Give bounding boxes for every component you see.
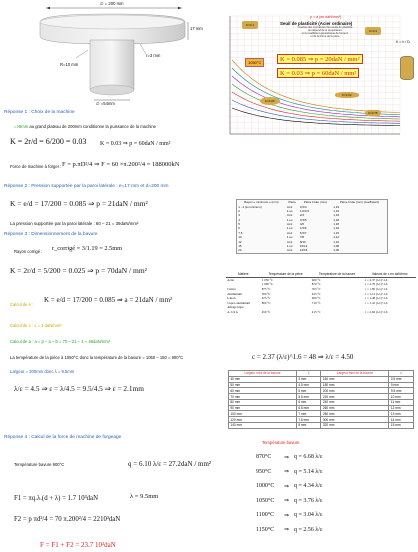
factor-table-cell: 10/12 [299,243,308,248]
bavure-table-cell: 100 mm [229,411,297,417]
k-formula-2: K = e/d = 17/200 = 0.085 ⇒ p = 21daN / mm² [10,199,148,208]
factor-table-cell: 1,19 [333,213,340,218]
calcul-e-label: Calcul de e : [10,302,34,307]
bavure-table-cell: 70 mm [229,394,297,400]
material-table [226,272,416,314]
factor-table-cell: 5,5/7 [299,230,307,235]
material-table-header: Matière [226,272,261,277]
bavure-table-cell: 90 mm [229,405,297,411]
factor-table-cell: 3,5/5 [299,217,307,222]
material-table-cell: 900 °C [311,277,321,282]
temp-list-row [256,479,406,494]
temp-bavure-label: Température bavure 900°C [14,462,65,467]
material-table-wrap [226,272,416,314]
factor-table-cell: 1,18 [333,222,340,227]
bavure-table-cell: 140 mm [229,423,297,429]
k-formula-3: K = 2r/d = 5/200 = 0.025 ⇒ p = 70daN / mm² [10,266,147,275]
material-table-cell: 870 °C [311,282,321,287]
bavure-table-cell: 12 mm [389,405,414,411]
factor-table-cell: 7/8 [299,235,304,240]
material-table-header: Valeurs de c en daN/mm² [364,272,416,277]
material-table-cell: 675 °C [261,296,271,301]
factor-table-cell: 1,10 [333,239,340,244]
intro-text: au grand plateau de 200mm conditionne la puissance de la machine [29,124,157,129]
material-table-cell: Cupro-aluminium [227,300,251,305]
factor-table-cell: mini [286,213,293,218]
temp-list-temp: 1150°C [256,526,275,533]
material-table-cell: c = 1,41 (λ/ε)^1,6 [364,300,388,305]
temp-list-title: Température bavure [262,440,300,445]
factor-table-cell: 4 [238,217,240,222]
material-table-cell: 600 °C [311,296,321,301]
temp-list-temp: 870°C [256,454,272,461]
temp-list-temp: 1000°C [256,483,275,490]
bavure-table-cell: 280 mm [321,411,389,417]
arrow-icon: ⇒ [284,469,290,476]
bavure-table-header: Largeur mini de la bavure [229,371,297,377]
material-table-cell: Acier [227,277,235,282]
factor-table-cell: 1 - 2 (à minimum) [238,204,262,209]
temp-list-row [256,465,406,480]
material-table-cell: 800 °C [261,300,271,305]
temp-list [256,450,406,537]
bavure-table-wrap [228,370,414,429]
bavure-table-header: λ [296,371,321,377]
material-table-cell: Laiton [227,296,236,301]
bavure-table-cell: 180 mm [321,382,389,388]
material-table-cell: c = 1,48 (λ/ε)^1,6 [364,296,388,301]
force-label: Force de machine à forger : [10,164,62,169]
f1-formula: F1 = πq.λ.(d + λ) = 1.7 10³daN [14,495,98,502]
material-table-header: Température de la bavure [311,272,364,277]
bavure-table-cell: 4 mm [296,376,321,382]
bavure-table-cell: 6 mm [296,399,321,405]
material-table-cell: c = 1,12 (λ/ε)^1,6 [364,291,388,296]
calcul-c: Calcul de c : c = 1 daN/mm² [10,323,62,328]
eps-formula: λ/ε = 4.5 ⇒ ε = λ/4.5 = 9.5/4.5 ⇒ ε = 2.1mm [14,384,144,393]
bavure-table-cell: 15 mm [389,423,414,429]
temp-list-row [256,523,406,538]
factor-table-cell: 1,16 [333,226,340,231]
factor-table-cell: 12/15 [299,248,308,253]
factor-table-cell: 7,5 [238,230,243,235]
factor-table-header: Pièce brute (mm) [303,200,327,205]
bavure-table-cell: 50 mm [229,382,297,388]
temp-list-row [256,450,406,465]
factor-table-cell: 4,5/6 [299,226,307,231]
k-result-box-1: K = 0.085 ⇒ p = 20daN / mm² [277,54,363,64]
factor-table-cell: 1,19 [333,204,340,209]
arrow-icon: ⇒ [284,483,290,490]
bavure-table-cell: 14 mm [389,417,414,423]
material-table-cell: c = 2,82 (λ/ε)^1,6 [364,310,388,315]
section-2-title: Réponse 2 : Pression supportée par la paroi latérale : e=17 mm et d=200 mm [4,184,169,189]
part-3d-view [0,0,200,108]
bavure-table-cell: 8 mm [296,423,321,429]
factor-table-row [237,248,387,252]
shape-tag: K=0.75 [365,110,381,116]
bavure-table-row [229,423,414,429]
factor-table-cell: 1,19 [333,208,340,213]
bavure-table-cell: 220 mm [321,394,389,400]
factor-table-cell: 1 ex. [286,208,294,213]
temp-text: La température de la pièce à 1050°C donc la température de la bavure = 1050 – 150 = 900°C [10,355,184,360]
factor-table-cell: 15 [238,243,242,248]
material-table-cell: Alliage léger [227,305,244,310]
section-4-title: Réponse 4 : Calcul de la force de machine de forgeage [4,435,122,440]
factor-table-cell: 5 [238,222,240,227]
largeur-text: Largeur = 200mm donc λ = 9.5mm [10,369,75,374]
chart-subtitle-line: et du coefficient géométrique de forme K [301,32,349,36]
bavure-table-cell: 80 mm [229,399,297,405]
factor-table-cell: mini [286,248,293,253]
chart-title: Seuil de plasticité (Acier ordinaire) [280,21,353,26]
pressure-text: La pression supportée par la paroi latérale : 60 – 21 = 39daN/mm² [10,221,139,226]
bavure-table-cell: 260 mm [321,405,389,411]
c-formula: c = 2.37 (λ/ε)^1.6 = 48 ⇒ λ/ε = 4.50 [252,353,354,361]
factor-table-cell: 1,08 [333,243,340,248]
temp-list-formula: q = 3.76 λ/ε [294,497,323,504]
dim-radius-10: R=10 mm [60,62,79,67]
shape-tag: K=0.3 [365,27,381,35]
factor-table-cell: 1,0/3,5 [299,208,309,213]
factor-table-cell: 1 ex. [286,235,294,240]
temp-list-temp: 1050°C [256,497,275,504]
temp-list-formula: q = 5.14 λ/ε [294,468,323,475]
material-table-cell: Aluminium [227,291,242,296]
material-table-row [226,310,416,315]
arrow-icon: ⇒ [284,454,290,461]
factor-table-cell: 2 [238,208,240,213]
cylinder-icon [400,56,414,80]
bavure-table-cell: 5 mm [296,388,321,394]
chart-subtitle-line: Courbes des contraintes des seuils de plasticité [297,26,353,29]
bavure-table-cell: 9.5 mm [389,388,414,394]
factor-table-cell: 10 [238,235,242,240]
factor-table-cell: mini [286,222,293,227]
f2-formula: F2 = p πd²/4 = 70 π.200²/4 = 2210³daN [14,516,121,523]
bavure-table-cell: 0.5 mm [389,376,414,382]
temp-tag: 1050°C [245,58,264,67]
temp-list-temp: 1100°C [256,512,275,519]
dim-radius-3: r=3 mm [146,53,161,58]
factor-table-cell: mini [286,239,293,244]
factor-table-cell: 1,18 [333,217,340,222]
bavure-table-cell: 60 mm [229,388,297,394]
factor-table-cell: 6 [238,226,240,231]
material-table-cell: 875 °C [261,287,271,292]
calcul-a: Calcul de a : a = p – a – b = 70 – 21 – 1 = 48daN/mm² [10,339,111,344]
k-result-1: K = 0.03 ⇒ p = 60daN / mm² [100,141,171,147]
temp-list-formula: q = 2.56 λ/ε [294,526,323,533]
bavure-table-cell: 200 mm [321,388,389,394]
factor-table-cell: 1,06 [333,248,340,253]
temp-list-row [256,494,406,509]
shape-tag: K=0.1 [242,21,258,29]
bavure-table-cell: 7.5 mm [296,417,321,423]
bavure-table-cell: 40 mm [229,376,297,382]
bavure-table-cell: 10 mm [389,394,414,400]
temp-list-formula: q = 3.04 λ/ε [294,512,323,519]
dim-top-diameter: ∅ = 200 mm [100,1,124,6]
arrow-icon: ⇒ [284,512,290,519]
lambda-value: λ = 9.5mm [130,493,159,500]
material-table-cell: 415 °C [311,310,321,315]
factor-table-cell: 0,5/4 [299,204,307,209]
factor-table-cell: 8/10 [299,239,306,244]
factor-table-cell: mini [286,204,293,209]
factor-table-cell: 2/4 [299,213,304,218]
rayon-label: Rayon corrigé : [14,249,43,254]
temp-list-temp: 950°C [256,468,272,475]
shape-tag: K=0.02 [335,92,359,98]
dim-bottom-diameter: ∅ =54mm [96,101,115,106]
bavure-table-cell: 9 mm [389,382,414,388]
bavure-table-cell: 6.5 mm [296,405,321,411]
material-table-cell: 710 °C [311,300,321,305]
bavure-table-cell: 120 mm [229,417,297,423]
temp-list-row [256,508,406,523]
chart-subtitle-line: qui dépend de la température [308,29,342,33]
factor-table-cell: 20 [238,248,242,253]
factor-table-cell: 1,15 [333,230,340,235]
material-table-cell: 450 °C [261,310,271,315]
bavure-table-cell: 160 mm [321,376,389,382]
dim-height-17: 17 mm [190,26,203,31]
bavure-table-cell: 11 mm [389,399,414,405]
plasticity-chart [205,12,405,140]
material-table-cell: 425 °C [311,291,321,296]
material-table-cell: A. U4 G [227,310,239,315]
arrow-icon: ⇒ [284,498,290,505]
bavure-table-cell: 4.5 mm [296,382,321,388]
bavure-table-cell: 7 mm [296,411,321,417]
factor-table [237,200,387,253]
bavure-table-cell: 300 mm [321,417,389,423]
arrow-icon: ⇒ [284,527,290,534]
bavure-table [228,370,414,429]
material-table-cell: 765 °C [311,287,321,292]
material-table-cell: Cuivre [227,287,236,292]
bavure-table-header: Largeur mini de la bavure [321,371,389,377]
intro-highlight: =>5mm [14,124,29,129]
factor-table-wrap [236,199,388,254]
factor-table-header: Pièce brute (mm) (coefficient) [339,200,380,205]
factor-table-cell: 12 [238,239,242,244]
bavure-table-cell: 13 mm [389,411,414,417]
f-total-formula: F = F1 + F2 = 23.7 10³daN [40,541,116,549]
material-table-cell: 500 °C [261,291,271,296]
material-table-cell: 1 050 °C [261,277,274,282]
bavure-table-cell: 320 mm [321,423,389,429]
material-table-cell: c = 1,85 (λ/ε)^1,6 [364,287,388,292]
force-formula: F = p.πD²/4 ⇒ F = 60 ×π.200²/4 = 188000kN [62,161,180,168]
factor-table-cell: 1,12 [333,235,340,240]
factor-table-header: Pièce [288,200,296,205]
factor-table-cell: 4/6 [299,222,304,227]
temp-list-formula: q = 4.34 λ/ε [294,483,323,490]
material-table-cell: c = 2,70 (λ/ε)^1,6 [364,282,388,287]
factor-table-cell: 1 ex. [286,243,294,248]
bavure-table-cell: 5.5 mm [296,394,321,400]
calcul-e-formula: K = e/d = 17/200 = 0.085 ⇒ a = 21daN / mm² [44,296,173,304]
k-result-box-2: K = 0.03 ⇒ p = 60daN / mm² [277,68,359,78]
temp-list-formula: q = 6.68 λ/ε [294,454,323,461]
factor-table-cell: 3 [238,213,240,218]
chart-formula-tag: p = a (en daN/mm²) [310,15,342,19]
factor-table-cell: mini [286,230,293,235]
q-formula: q = 6.10 λ/ε = 27.2daN / mm² [128,460,212,468]
k-formula-1: K = 2r/d = 6/200 = 0.03 [10,137,87,146]
part-drawing [0,0,203,108]
rayon-formula: r_corrigé = 3/1.19 = 2.5mm [52,245,123,252]
factor-table-cell: 1 ex. [286,217,294,222]
section-1-intro [14,124,156,129]
k-ratio-label: K = h / D [396,40,410,44]
factor-table-cell: 1 ex. [286,226,294,231]
bavure-table-header: ε [389,371,414,377]
factor-table-header: Rayon « minimum » (mm) [244,200,279,205]
material-table-cell: c = 2,37 (λ/ε)^1,6 [364,277,388,282]
chart-subtitle-line: et de la forme de la pièce [310,35,340,39]
section-1-title: Réponse 1 : Choix de la machine [4,110,75,115]
bavure-table-cell: 240 mm [321,399,389,405]
shape-tag: K=0.25 [260,97,280,105]
material-table-cell: 1 000 °C [261,282,274,287]
chart-subtitle [285,26,365,38]
material-table-header: Température de la pièce [261,272,311,277]
section-3-title: Réponse 3 : Dimensionnement de la bavure [4,232,98,237]
